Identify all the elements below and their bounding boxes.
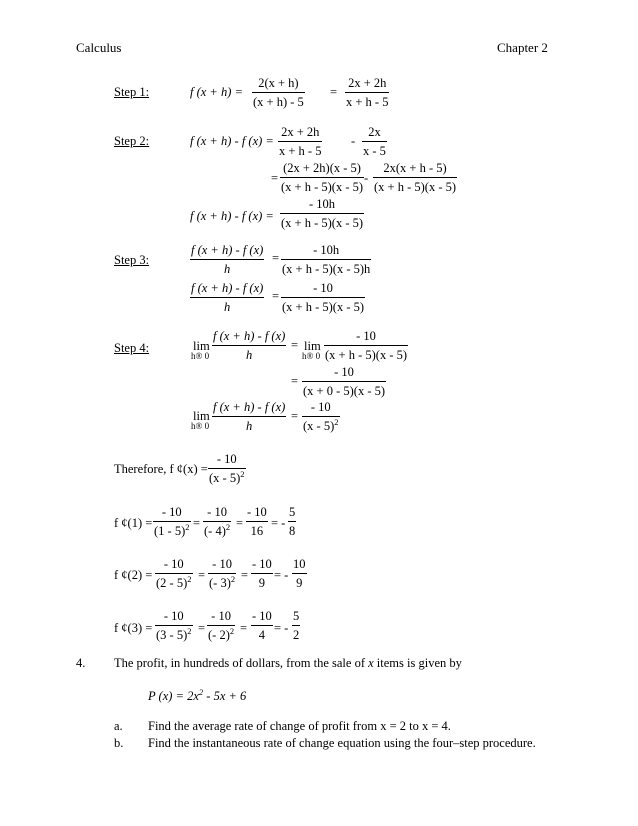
- step2-eq2: =: [271, 171, 279, 185]
- step4-frac-c: - 10 (x + 0 - 5)(x - 5): [303, 365, 386, 398]
- step4-frac-d: f (x + h) - f (x) h: [213, 400, 286, 433]
- step1-frac2: 2x + 2h x + h - 5: [346, 76, 389, 109]
- step4-frac-a: f (x + h) - f (x) h: [213, 329, 286, 362]
- step3-frac-b: - 10h (x + h - 5)(x - 5)h: [282, 243, 371, 276]
- step4-frac-e: - 10 (x - 5)$^2$: [303, 400, 339, 433]
- step4-frac-b: - 10 (x + h - 5)(x - 5): [325, 329, 408, 362]
- step2-frac1: 2x + 2h x + h - 5: [279, 125, 322, 158]
- step2-frac5: - 10h (x + h - 5)(x - 5): [281, 197, 364, 230]
- step1-lhs: f (x + h) =: [190, 85, 243, 99]
- header-right: Chapter 2: [497, 40, 548, 55]
- step2-frac4: 2x(x + h - 5) (x + h - 5)(x - 5): [374, 161, 457, 194]
- step3-eq2: =: [272, 289, 280, 303]
- step1-eq: =: [330, 85, 338, 99]
- profit-formula: P $(x) = 2x^2 - 5x + 6$: [148, 687, 247, 703]
- step4-eq1: =: [291, 338, 299, 352]
- item-a-text: Find the average rate of change of profit from x = 2 to x = 4.: [148, 719, 451, 733]
- step3-label: Step 3:: [114, 253, 150, 267]
- step2-frac3: (2x + 2h)(x - 5) (x + h - 5)(x - 5): [281, 161, 364, 194]
- header-left: Calculus: [76, 40, 122, 55]
- step2-lhs1: f (x + h) - f (x) =: [190, 134, 274, 148]
- problem-text: The profit, in hundreds of dollars, from the sale of x items is given by: [114, 656, 462, 670]
- step4-sub2: h® 0: [302, 351, 321, 361]
- step4-sub3: h® 0: [191, 421, 210, 431]
- step3-frac-c: f (x + h) - f (x) h: [191, 281, 264, 314]
- step2-lhs3: f (x + h) - f (x) =: [190, 209, 274, 223]
- step3-frac-a: f (x + h) - f (x) h: [191, 243, 264, 276]
- step2-minus: -: [351, 134, 356, 148]
- step3-eq1: =: [272, 251, 280, 265]
- step2-label: Step 2:: [114, 134, 150, 148]
- item-b-text: Find the instantaneous rate of change equation using the four–step procedure.: [148, 736, 536, 750]
- step2-frac2: 2x x - 5: [363, 125, 386, 158]
- step4-lim3: lim: [193, 409, 210, 423]
- step3-frac-d: - 10 (x + h - 5)(x - 5): [282, 281, 365, 314]
- step4-eq3: =: [291, 409, 299, 423]
- step4-lim1: lim: [193, 339, 210, 353]
- therefore-text: Therefore, f ¢(x) =: [114, 462, 208, 476]
- step4-lim2: lim: [304, 339, 321, 353]
- step1-label: Step 1:: [114, 85, 150, 99]
- item-a-letter: a.: [114, 719, 123, 733]
- problem-number: 4.: [76, 656, 86, 670]
- item-b-letter: b.: [114, 736, 124, 750]
- step4-eq2: =: [291, 374, 299, 388]
- step1-frac1: 2(x + h) (x + h) - 5: [253, 76, 304, 109]
- step2-minus2: -: [364, 171, 369, 185]
- step4-label: Step 4:: [114, 341, 150, 355]
- step4-sub1: h® 0: [191, 351, 210, 361]
- therefore-frac: - 10 (x - 5)$^2$: [209, 452, 245, 485]
